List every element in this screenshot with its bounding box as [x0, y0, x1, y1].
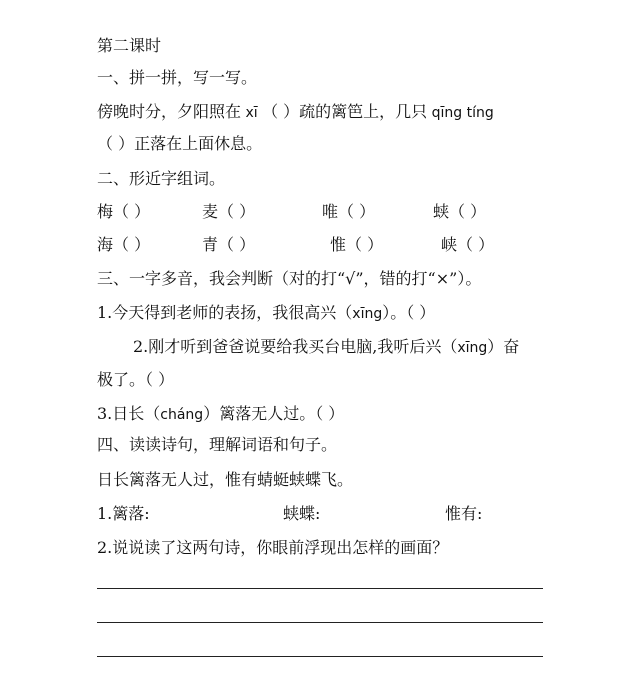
char-blank[interactable]: 麦（ ） [202, 202, 256, 221]
term-jiadie: 蛱蝶: [283, 504, 321, 523]
char-blank[interactable]: 梅（ ） [97, 202, 151, 221]
pinyin-xing: xīng [457, 340, 488, 356]
section1-heading: 一、拼一拼，写一写。 [97, 68, 258, 87]
char-blank[interactable]: 惟（ ） [330, 235, 384, 254]
sentence-text: （ ）疏的篱笆上，几只 [262, 102, 428, 121]
char-blank[interactable]: 蛱（ ） [433, 202, 487, 221]
section4-q2: 2.说说读了这两句诗，你眼前浮现出怎样的画面？ [97, 538, 449, 557]
section1-sentence-line2: （ ）正落在上面休息。 [97, 134, 263, 153]
section3-q3 [97, 403, 600, 426]
sentence-text: 傍晚时分，夕阳照在 [97, 102, 242, 121]
q2-text-end: ）奋 [487, 337, 520, 356]
section4-heading: 四、读读诗句，理解词语和句子。 [97, 435, 338, 454]
pinyin-chang: cháng [160, 407, 204, 423]
pinyin-qingting: qīng tíng [427, 105, 494, 121]
pinyin-xing: xīng [352, 306, 383, 322]
q1-text: 1.今天得到老师的表扬，我很高兴（ [97, 303, 353, 322]
q1-answer-blank[interactable]: ）。（ ） [382, 303, 436, 322]
q2-text: 2.刚才听到爸爸说要给我买台电脑,我听后兴（ [133, 337, 458, 356]
pinyin-xi: xī [241, 105, 263, 121]
char-blank[interactable]: 峡（ ） [441, 235, 495, 254]
term-weiyou: 惟有: [445, 504, 483, 523]
section3-q2 [133, 336, 600, 359]
poem-line: 日长篱落无人过，惟有蜻蜓蛱蝶飞。 [97, 470, 354, 489]
char-blank[interactable]: 唯（ ） [322, 202, 376, 221]
term-lila: 1.篱落: [97, 504, 150, 523]
answer-writing-line[interactable] [97, 588, 543, 589]
section1-sentence-line1 [97, 101, 600, 124]
section2-heading: 二、形近字组词。 [97, 169, 226, 188]
section3-q1 [97, 302, 600, 325]
answer-writing-line[interactable] [97, 622, 543, 623]
section3-heading: 三、一字多音，我会判断（对的打“√”，错的打“×”）。 [97, 269, 482, 288]
section3-q2-cont[interactable]: 极了。（ ） [97, 370, 175, 389]
q3-text: 3.日长（ [97, 404, 161, 423]
q3-answer-blank[interactable]: ）篱落无人过。（ ） [203, 404, 345, 423]
answer-writing-line[interactable] [97, 656, 543, 657]
char-blank[interactable]: 青（ ） [202, 235, 256, 254]
char-blank[interactable]: 海（ ） [97, 235, 151, 254]
lesson-title: 第二课时 [97, 36, 162, 55]
